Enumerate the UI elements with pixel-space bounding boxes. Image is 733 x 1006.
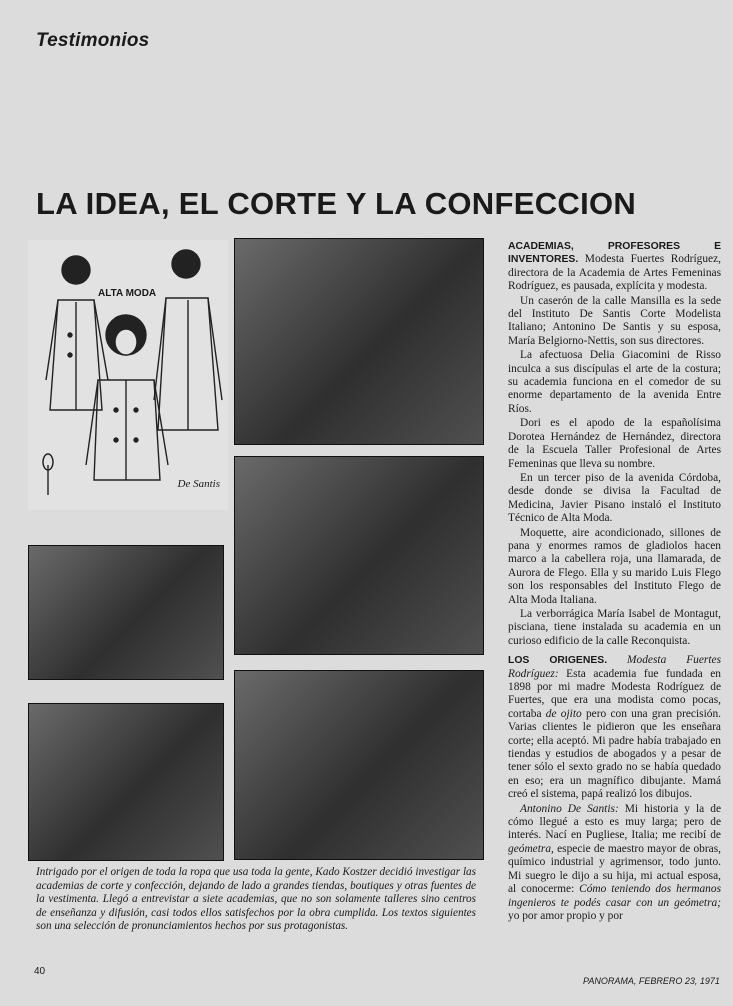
section-label: Testimonios <box>36 30 150 51</box>
photo-dress-display <box>28 545 224 680</box>
speaker-name: Antonino De Santis: <box>520 802 619 815</box>
paragraph-emphasis: Cómo teniendo dos hermanos ingenieros te podés casar con un geómetra; <box>508 883 722 909</box>
intro-text: Intrigado por el origen de toda la ropa que usa toda la gente, Kado Kostzer decidió investigar las academias de corte y confección, dejando de lado a grandes tiendas, boutiques y otras fuentes de la vestimenta. Llegó a entrevistar a siete academias, que no son solamente talleres sino centros de enseñanza y difusión, casi todos ellos satisfechos por la obra cumplida. Los textos siguientes son una selección de pronunciamientos hechos por sus protagonistas. <box>36 866 476 932</box>
speaker-name: Modesta Fuertes Rodríguez: <box>508 654 722 680</box>
illustration-signature: De Santis <box>177 478 220 490</box>
paragraph <box>508 654 721 801</box>
paragraph <box>508 240 721 294</box>
paragraph: Dori es el apodo de la españolísima Dorotea Hernández de Hernández, directora de la Escuela Taller Profesional de Artes Femeninas que lleva su nombre. <box>508 417 721 470</box>
paragraph: La afectuosa Delia Giacomini de Risso inculca a sus discípulas el arte de la costura; su academia funciona en el comedor de su enorme departamento de la avenida Entre Ríos. <box>508 349 721 415</box>
footer-publication: PANORAMA, FEBRERO 23, 1971 <box>583 976 720 986</box>
paragraph-text: yo por amor propio y por <box>508 909 623 922</box>
fashion-illustration <box>28 240 228 510</box>
paragraph <box>508 803 721 924</box>
paragraph-text: especie de maestro mayor de obras, químico industrial y agrimensor, todo junto. Mi suegro le dijo a su hija, mi actual esposa, al conocerme: <box>508 842 721 896</box>
paragraph: En un tercer piso de la avenida Córdoba, desde donde se divisa la Facultad de Medicina, Javier Pisano instaló el Instituto Técnico de Alta Moda. <box>508 471 721 525</box>
illustration-caption: ALTA MODA <box>98 288 157 299</box>
photo-group-diplomas <box>234 456 484 655</box>
paragraph: La verborrágica María Isabel de Montagut, pisciana, tiene instalada su academia en un curioso edificio de la calle Reconquista. <box>508 607 721 647</box>
paragraph-emphasis: de ojito <box>545 707 582 720</box>
paragraph-emphasis: geómetra, <box>508 842 554 855</box>
page-number: 40 <box>34 966 46 977</box>
photo-classroom-group <box>234 670 484 860</box>
page-title: LA IDEA, EL CORTE Y LA CONFECCION <box>36 186 637 221</box>
paragraph: Un caserón de la calle Mansilla es la sede del Instituto De Santis Corte Modelista Italiano; Antonino De Santis y su esposa, María Belgiorno-Nettis, son sus directores. <box>508 294 721 347</box>
paragraph-text: Modesta Fuertes Rodríguez, directora de la Academia de Artes Femeninas Rodríguez, es pausada, explícita y modesta. <box>508 253 721 293</box>
paragraph-text: Mi historia y la de cómo llegué a esto es muy larga; pero de interés. Nací en Pugliese, Italia; me recibí de <box>508 802 721 842</box>
paragraph: Moquette, aire acondicionado, sillones de pana y enormes ramos de gladiolos hacen marco a la cabellera roja, una llamarada, de Aurora de Flego. Ella y su marido Luis Flego son los responsables del Instituto Flego de Alta Moda Italiana. <box>508 526 721 606</box>
photo-women-presenting-diplomas <box>28 703 224 861</box>
section-heading: ACADEMIAS, PROFESORES E INVENTORES. <box>508 241 721 266</box>
photo-fitting-session <box>234 238 484 445</box>
article-column <box>508 240 721 924</box>
paragraph-text: pero con una gran precisión. Varias clientes le pidieron que les enseñara corte; ella aceptó. Mi padre había trabajado en tiendas y estudios de abogados y a pesar de tener sólo el sexto grado no se había quedado en eso; era un magnífico dibujante. Mamá creó el sistema, papá realizó los dibujos. <box>508 707 721 801</box>
fashion-sketch-icon <box>28 240 228 510</box>
paragraph-text: Esta academia fue fundada en 1898 por mi madre Modesta Rodríguez de Fuertes, que era una modista como pocas, cortaba <box>508 667 721 720</box>
section-heading: LOS ORIGENES. <box>508 655 608 667</box>
